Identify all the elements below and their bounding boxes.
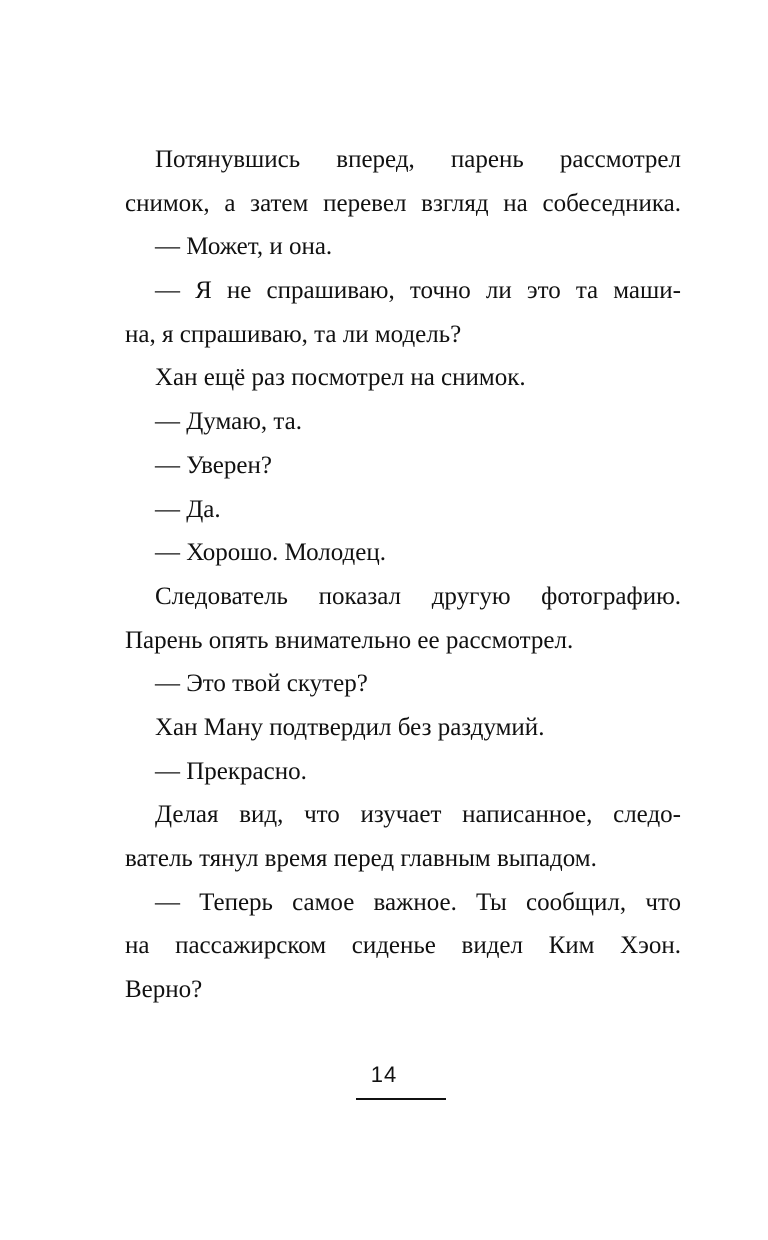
text-line: — Уверен?	[155, 451, 272, 479]
text-line: Хан Ману подтвердил без раздумий.	[155, 713, 545, 741]
text-line: — Да.	[155, 495, 221, 523]
text-line: — Я не спрашиваю, точно ли это та маши-	[155, 277, 681, 305]
text-line: Парень опять внимательно ее рассмотрел.	[125, 626, 574, 654]
text-line: — Прекрасно.	[155, 757, 307, 785]
body-text	[125, 138, 681, 1012]
text-line: ватель тянул время перед главным выпадом.	[125, 845, 597, 872]
text-line: на пассажирском сиденье видел Ким Хэон.	[125, 932, 681, 960]
text-line: Делая вид, что изучает написанное, следо-	[155, 801, 681, 829]
text-line: — Хорошо. Молодец.	[155, 539, 386, 567]
page-number: 14	[370, 1062, 398, 1087]
text-line: Верно?	[125, 976, 203, 1004]
text-line: — Может, и она.	[155, 233, 333, 261]
text-line: — Думаю, та.	[155, 408, 302, 436]
text-line: Следователь показал другую фотографию.	[155, 582, 681, 610]
text-line: — Это твой скутер?	[155, 670, 368, 698]
text-line: Хан ещё раз посмотрел на снимок.	[155, 364, 526, 392]
text-line: снимок, а затем перевел взгляд на собеседника.	[125, 189, 681, 217]
text-line: на, я спрашиваю, та ли модель?	[125, 320, 462, 348]
text-line: Потянувшись вперед, парень рассмотрел	[155, 146, 681, 173]
text-line: — Теперь самое важное. Ты сообщил, что	[155, 888, 681, 916]
page-number-underline	[356, 1098, 446, 1100]
